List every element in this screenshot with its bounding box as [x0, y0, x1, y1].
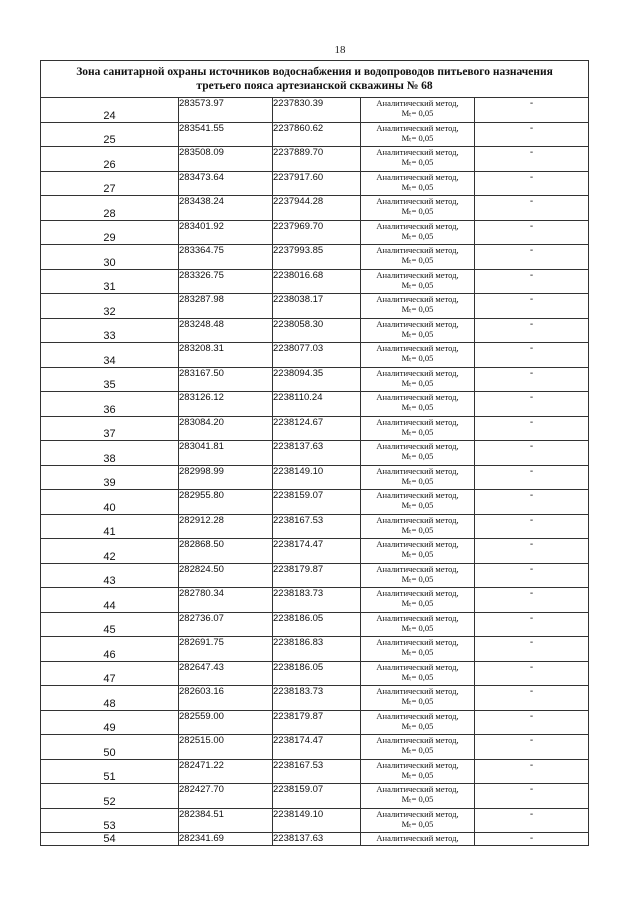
value-cell: - [475, 710, 589, 735]
method-text: Аналитический метод, [376, 637, 459, 647]
method-cell [361, 343, 475, 368]
method-cell [361, 612, 475, 637]
method-text: Аналитический метод, [376, 514, 459, 525]
table-row [41, 441, 589, 466]
accuracy-text: Mₜ= 0,05 [401, 745, 434, 755]
point-number-cell: 33 [41, 318, 179, 343]
method-text: Аналитический метод, [376, 465, 459, 476]
point-number-cell: 29 [41, 220, 179, 245]
method-text: Аналитический метод, [376, 269, 459, 280]
point-number-cell: 54 [41, 833, 179, 846]
method-cell [361, 539, 475, 564]
value-cell: - [475, 343, 589, 368]
accuracy-text: Mₜ= 0,05 [401, 402, 434, 412]
accuracy-text: Mₜ= 0,05 [401, 108, 434, 118]
method-text: Аналитический метод, [376, 294, 459, 304]
method-text: Аналитический метод, [376, 588, 459, 598]
method-cell [361, 808, 475, 833]
value-cell: - [475, 808, 589, 833]
y-coordinate-cell: 2238124.67 [273, 416, 361, 441]
value-cell: - [475, 490, 589, 515]
method-text: Аналитический метод, [376, 318, 459, 329]
value-cell: - [475, 196, 589, 221]
x-coordinate-cell: 283573.97 [179, 98, 273, 123]
value-cell: - [475, 588, 589, 613]
accuracy-text: Mₜ= 0,05 [401, 524, 434, 535]
accuracy-text: Mₜ= 0,05 [401, 181, 434, 192]
y-coordinate-cell: 2237969.70 [273, 220, 361, 245]
x-coordinate-cell: 283126.12 [179, 392, 273, 417]
y-coordinate-cell: 2238174.47 [273, 735, 361, 760]
method-cell [361, 367, 475, 392]
point-number-cell: 45 [41, 612, 179, 637]
y-coordinate-cell: 2238038.17 [273, 294, 361, 319]
point-number-cell: 40 [41, 490, 179, 515]
method-text: Аналитический метод, [376, 759, 459, 770]
x-coordinate-cell: 282427.70 [179, 784, 273, 809]
accuracy-text: Mₜ= 0,05 [401, 622, 434, 633]
x-coordinate-cell: 282912.28 [179, 514, 273, 539]
table-row [41, 220, 589, 245]
y-coordinate-cell: 2237917.60 [273, 171, 361, 196]
x-coordinate-cell: 282515.00 [179, 735, 273, 760]
y-coordinate-cell: 2238174.47 [273, 539, 361, 564]
accuracy-text: Mₜ= 0,05 [401, 206, 434, 216]
y-coordinate-cell: 2238179.87 [273, 710, 361, 735]
method-text: Аналитический метод, [376, 808, 459, 819]
point-number-cell: 36 [41, 392, 179, 417]
x-coordinate-cell: 282868.50 [179, 539, 273, 564]
x-coordinate-cell: 282998.99 [179, 465, 273, 490]
table-row [41, 514, 589, 539]
method-cell [361, 171, 475, 196]
point-number-cell: 53 [41, 808, 179, 833]
point-number-cell: 25 [41, 122, 179, 147]
y-coordinate-cell: 2238094.35 [273, 367, 361, 392]
y-coordinate-cell: 2238167.53 [273, 759, 361, 784]
value-cell: - [475, 171, 589, 196]
method-text: Аналитический метод, [376, 710, 459, 721]
value-cell: - [475, 612, 589, 637]
method-cell [361, 220, 475, 245]
accuracy-text: Mₜ= 0,05 [401, 671, 434, 682]
y-coordinate-cell: 2238137.63 [273, 833, 361, 846]
table-row [41, 269, 589, 294]
point-number-cell: 42 [41, 539, 179, 564]
value-cell: - [475, 441, 589, 466]
method-cell [361, 710, 475, 735]
value-cell: - [475, 318, 589, 343]
y-coordinate-cell: 2237889.70 [273, 147, 361, 172]
point-number-cell: 35 [41, 367, 179, 392]
table-row [41, 318, 589, 343]
x-coordinate-cell: 283401.92 [179, 220, 273, 245]
table-row [41, 490, 589, 515]
table-row [41, 98, 589, 123]
table-row [41, 122, 589, 147]
point-number-cell: 50 [41, 735, 179, 760]
table-title-line-1: Зона санитарной охраны источников водоснабжения и водопроводов питьевого назначения [76, 66, 553, 78]
x-coordinate-cell: 283473.64 [179, 171, 273, 196]
accuracy-text: Mₜ= 0,05 [401, 230, 434, 241]
accuracy-text: Mₜ= 0,05 [401, 328, 434, 339]
y-coordinate-cell: 2238186.83 [273, 637, 361, 662]
value-cell: - [475, 98, 589, 123]
method-text: Аналитический метод, [376, 686, 459, 696]
method-text: Аналитический метод, [376, 147, 459, 157]
x-coordinate-cell: 283287.98 [179, 294, 273, 319]
value-cell: - [475, 294, 589, 319]
y-coordinate-cell: 2237944.28 [273, 196, 361, 221]
method-text: Аналитический метод, [376, 171, 459, 182]
y-coordinate-cell: 2238058.30 [273, 318, 361, 343]
accuracy-text: Mₜ= 0,05 [401, 157, 434, 167]
table-row [41, 416, 589, 441]
x-coordinate-cell: 282736.07 [179, 612, 273, 637]
accuracy-text: Mₜ= 0,05 [401, 500, 434, 510]
table-row [41, 686, 589, 711]
x-coordinate-cell: 283541.55 [179, 122, 273, 147]
method-text: Аналитический метод, [376, 392, 459, 402]
value-cell: - [475, 122, 589, 147]
table-row [41, 539, 589, 564]
table-row [41, 833, 589, 846]
accuracy-text: Mₜ= 0,05 [401, 769, 434, 780]
value-cell: - [475, 784, 589, 809]
accuracy-text: Mₜ= 0,05 [401, 279, 434, 290]
table-row [41, 171, 589, 196]
method-text: Аналитический метод, [376, 784, 459, 794]
accuracy-text: Mₜ= 0,05 [401, 720, 434, 731]
x-coordinate-cell: 282559.00 [179, 710, 273, 735]
table-row [41, 759, 589, 784]
method-text: Аналитический метод, [376, 612, 459, 623]
value-cell: - [475, 735, 589, 760]
point-number-cell: 26 [41, 147, 179, 172]
value-cell: - [475, 465, 589, 490]
value-cell: - [475, 147, 589, 172]
accuracy-text: Mₜ= 0,05 [401, 451, 434, 461]
accuracy-text: Mₜ= 0,05 [401, 426, 434, 437]
point-number-cell: 28 [41, 196, 179, 221]
table-row [41, 710, 589, 735]
x-coordinate-cell: 282647.43 [179, 661, 273, 686]
table-row [41, 294, 589, 319]
point-number-cell: 27 [41, 171, 179, 196]
point-number-cell: 30 [41, 245, 179, 270]
table-title-line-2: третьего пояса артезианской скважины № 68 [196, 80, 433, 92]
accuracy-text: Mₜ= 0,05 [401, 304, 434, 314]
table-row [41, 343, 589, 368]
y-coordinate-cell: 2238167.53 [273, 514, 361, 539]
x-coordinate-cell: 283326.75 [179, 269, 273, 294]
table-row [41, 612, 589, 637]
x-coordinate-cell: 282341.69 [179, 833, 273, 846]
value-cell: - [475, 661, 589, 686]
y-coordinate-cell: 2238179.87 [273, 563, 361, 588]
point-number-cell: 46 [41, 637, 179, 662]
method-cell [361, 759, 475, 784]
method-cell [361, 735, 475, 760]
point-number-cell: 43 [41, 563, 179, 588]
point-number-cell: 47 [41, 661, 179, 686]
method-cell [361, 122, 475, 147]
table-row [41, 245, 589, 270]
point-number-cell: 49 [41, 710, 179, 735]
method-text: Аналитический метод, [376, 196, 459, 206]
method-cell [361, 661, 475, 686]
table-row [41, 808, 589, 833]
accuracy-text: Mₜ= 0,05 [401, 647, 434, 657]
value-cell: - [475, 514, 589, 539]
method-text: Аналитический метод, [376, 661, 459, 672]
table-row [41, 784, 589, 809]
method-cell [361, 490, 475, 515]
value-cell: - [475, 269, 589, 294]
table-body [41, 61, 589, 846]
accuracy-text: Mₜ= 0,05 [401, 132, 434, 143]
x-coordinate-cell: 282824.50 [179, 563, 273, 588]
point-number-cell: 34 [41, 343, 179, 368]
method-text: Аналитический метод, [376, 416, 459, 427]
method-cell [361, 245, 475, 270]
table-row [41, 637, 589, 662]
point-number-cell: 48 [41, 686, 179, 711]
table-row [41, 196, 589, 221]
table-title [41, 61, 589, 98]
x-coordinate-cell: 282384.51 [179, 808, 273, 833]
method-cell: Аналитический метод, [361, 833, 475, 846]
y-coordinate-cell: 2238149.10 [273, 808, 361, 833]
method-text: Аналитический метод, [376, 220, 459, 231]
method-text: Аналитический метод, [376, 367, 459, 378]
point-number-cell: 39 [41, 465, 179, 490]
value-cell: - [475, 392, 589, 417]
accuracy-text: Mₜ= 0,05 [401, 598, 434, 608]
value-cell: - [475, 220, 589, 245]
page-number: 18 [334, 44, 346, 56]
point-number-cell: 31 [41, 269, 179, 294]
accuracy-text: Mₜ= 0,05 [401, 549, 434, 559]
x-coordinate-cell: 283208.31 [179, 343, 273, 368]
method-cell [361, 318, 475, 343]
table-row [41, 588, 589, 613]
x-coordinate-cell: 282471.22 [179, 759, 273, 784]
method-cell [361, 98, 475, 123]
point-number-cell: 44 [41, 588, 179, 613]
y-coordinate-cell: 2238137.63 [273, 441, 361, 466]
y-coordinate-cell: 2238077.03 [273, 343, 361, 368]
value-cell: - [475, 759, 589, 784]
table-row [41, 147, 589, 172]
point-number-cell: 51 [41, 759, 179, 784]
accuracy-text: Mₜ= 0,05 [401, 573, 434, 584]
method-text: Аналитический метод, [376, 98, 459, 108]
method-cell [361, 637, 475, 662]
y-coordinate-cell: 2238159.07 [273, 490, 361, 515]
boundary-coordinates-table [40, 60, 589, 846]
method-text: Аналитический метод, [376, 563, 459, 574]
point-number-cell: 38 [41, 441, 179, 466]
method-cell [361, 563, 475, 588]
point-number-cell: 24 [41, 98, 179, 123]
accuracy-text: Mₜ= 0,05 [401, 818, 434, 829]
y-coordinate-cell: 2238183.73 [273, 588, 361, 613]
table-row [41, 465, 589, 490]
method-text: Аналитический метод, [376, 122, 459, 133]
accuracy-text: Mₜ= 0,05 [401, 475, 434, 486]
method-cell [361, 392, 475, 417]
y-coordinate-cell: 2238016.68 [273, 269, 361, 294]
value-cell: - [475, 245, 589, 270]
x-coordinate-cell: 283248.48 [179, 318, 273, 343]
table-row [41, 392, 589, 417]
x-coordinate-cell: 282603.16 [179, 686, 273, 711]
value-cell: - [475, 367, 589, 392]
value-cell: - [475, 833, 589, 846]
x-coordinate-cell: 283084.20 [179, 416, 273, 441]
y-coordinate-cell: 2238186.05 [273, 661, 361, 686]
table-row [41, 367, 589, 392]
method-cell [361, 686, 475, 711]
point-number-cell: 37 [41, 416, 179, 441]
method-cell [361, 416, 475, 441]
method-cell [361, 269, 475, 294]
method-text: Аналитический метод, [376, 245, 459, 255]
value-cell: - [475, 637, 589, 662]
y-coordinate-cell: 2238183.73 [273, 686, 361, 711]
method-text: Аналитический метод, [376, 735, 459, 745]
method-cell [361, 588, 475, 613]
point-number-cell: 32 [41, 294, 179, 319]
value-cell: - [475, 416, 589, 441]
method-text: Аналитический метод, [376, 343, 459, 353]
x-coordinate-cell: 283438.24 [179, 196, 273, 221]
y-coordinate-cell: 2237860.62 [273, 122, 361, 147]
accuracy-text: Mₜ= 0,05 [401, 377, 434, 388]
y-coordinate-cell: 2237830.39 [273, 98, 361, 123]
accuracy-text: Mₜ= 0,05 [401, 696, 434, 706]
x-coordinate-cell: 283364.75 [179, 245, 273, 270]
table-row [41, 563, 589, 588]
y-coordinate-cell: 2238186.05 [273, 612, 361, 637]
title-row [41, 61, 589, 98]
accuracy-text: Mₜ= 0,05 [401, 353, 434, 363]
point-number-cell: 52 [41, 784, 179, 809]
method-text: Аналитический метод, [376, 441, 459, 451]
y-coordinate-cell: 2238110.24 [273, 392, 361, 417]
y-coordinate-cell: 2238159.07 [273, 784, 361, 809]
value-cell: - [475, 563, 589, 588]
point-number-cell: 41 [41, 514, 179, 539]
y-coordinate-cell: 2237993.85 [273, 245, 361, 270]
table-row [41, 661, 589, 686]
method-text: Аналитический метод, [376, 539, 459, 549]
x-coordinate-cell: 282691.75 [179, 637, 273, 662]
accuracy-text: Mₜ= 0,05 [401, 794, 434, 804]
x-coordinate-cell: 283041.81 [179, 441, 273, 466]
y-coordinate-cell: 2238149.10 [273, 465, 361, 490]
x-coordinate-cell: 282780.34 [179, 588, 273, 613]
method-cell [361, 441, 475, 466]
method-cell [361, 196, 475, 221]
method-cell [361, 147, 475, 172]
method-cell [361, 465, 475, 490]
method-cell [361, 784, 475, 809]
accuracy-text: Mₜ= 0,05 [401, 255, 434, 265]
value-cell: - [475, 539, 589, 564]
x-coordinate-cell: 283508.09 [179, 147, 273, 172]
method-cell [361, 294, 475, 319]
method-text: Аналитический метод, [376, 490, 459, 500]
table-row [41, 735, 589, 760]
x-coordinate-cell: 283167.50 [179, 367, 273, 392]
method-cell [361, 514, 475, 539]
x-coordinate-cell: 282955.80 [179, 490, 273, 515]
value-cell: - [475, 686, 589, 711]
